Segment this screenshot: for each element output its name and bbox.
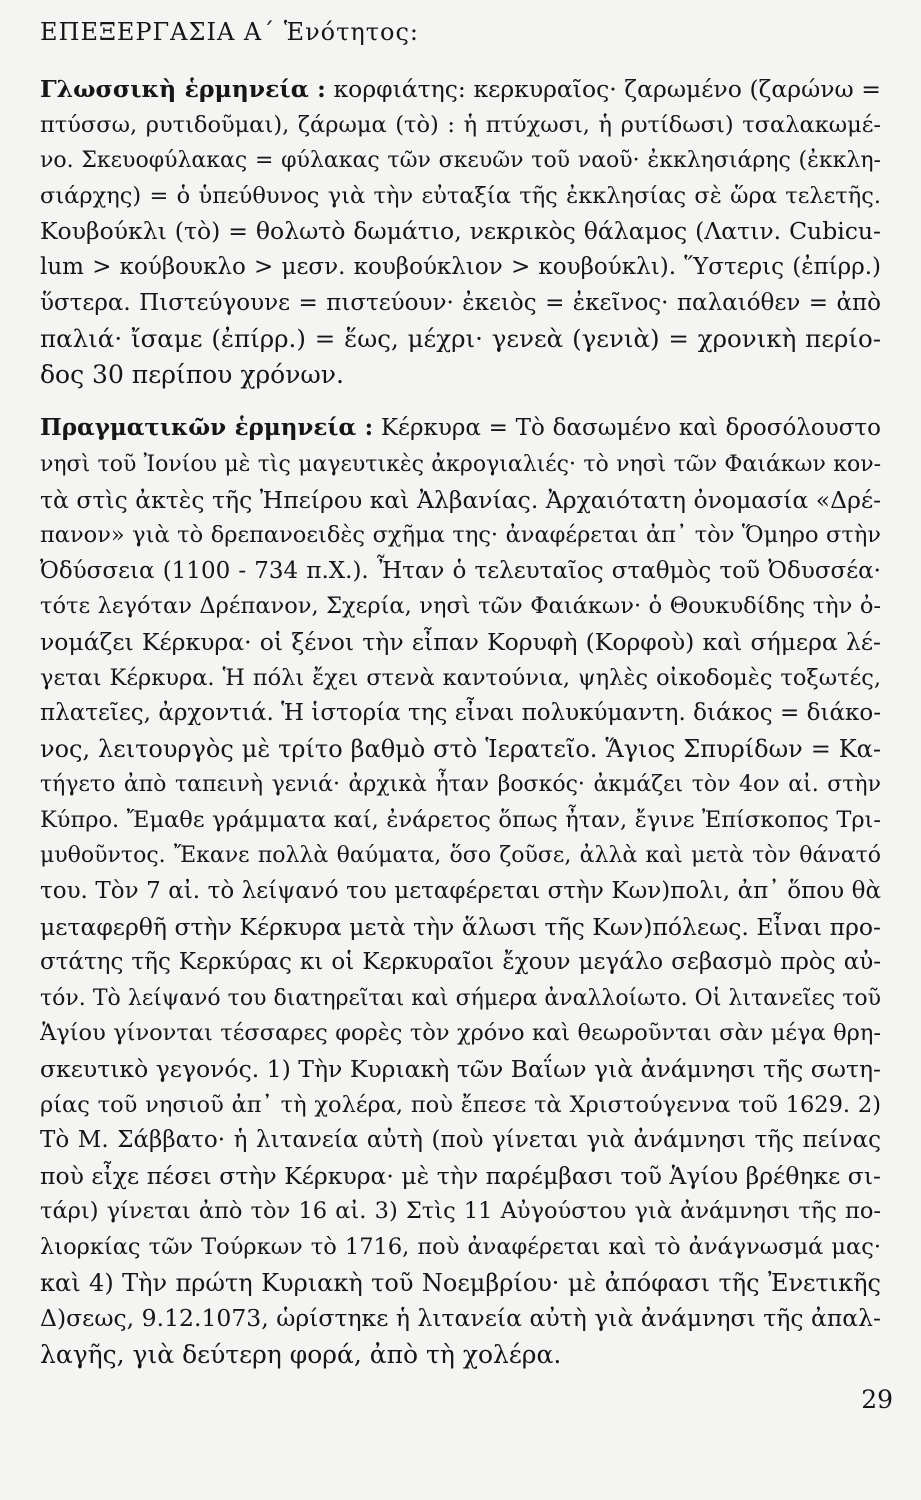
- text-line: του. Τὸν 7 αἰ. τὸ λείψανό του μεταφέρεται στὴν Κων)πολι, ἀπ᾽ ὅπου θὰ: [40, 878, 881, 905]
- text-line: [40, 410, 881, 447]
- text-line: πανον» γιὰ τὸ δρεπανοειδὲς σχῆμα της· ἀναφέρεται ἀπ᾽ τὸν Ὅμηρο στὴν: [40, 522, 881, 549]
- text-line: Τὸ Μ. Σάββατο· ἡ λιτανεία αὐτὴ (ποὺ γίνεται γιὰ ἀνάμνησι τῆς πείνας: [40, 1127, 881, 1154]
- text-line: σιάρχης) = ὁ ὑπεύθυνος γιὰ τὴν εὐταξία τῆς ἐκκλησίας σὲ ὥρα τελετῆς.: [40, 182, 881, 209]
- text-line: τήγετο ἀπὸ ταπεινὴ γενιά· ἀρχικὰ ἦταν βοσκός· ἀκμάζει τὸν 4ον αἰ. στὴν: [40, 772, 881, 798]
- linguistic-interpretation-paragraph: [40, 72, 881, 392]
- text-line: Ἁγίου γίνονται τέσσαρες φορὲς τὸν χρόνο καὶ θεωροῦνται σὰν μέγα θρη-: [40, 1020, 881, 1047]
- text-line: νομάζει Κέρκυρα· οἱ ξένοι τὴν εἶπαν Κορυφὴ (Κορφοὺ) καὶ σήμερα λέ-: [40, 627, 881, 656]
- text-line: Κουβούκλι (τὸ) = θολωτὸ δωμάτιο, νεκρικὸς θάλαμος (Λατιν. Cubicu-: [40, 217, 881, 246]
- section-header: ΕΠΕΞΕΡΓΑΣΙΑ Α΄ Ἑνότητος:: [40, 18, 420, 46]
- text-line: νο. Σκευοφύλακας = φύλακας τῶν σκευῶν τοῦ ναοῦ· ἐκκλησιάρης (ἐκκλη-: [40, 148, 881, 174]
- text-line: τόν. Τὸ λείψανό του διατηρεῖται καὶ σήμερα ἀναλλοίωτο. Οἱ λιτανεῖες τοῦ: [40, 985, 881, 1011]
- text-line: ποὺ εἶχε πέσει στὴν Κέρκυρα· μὲ τὴν παρέμβασι τοῦ Ἁγίου βρέθηκε σι-: [40, 1161, 881, 1190]
- text-line: μεταφερθῆ στὴν Κέρκυρα μετὰ τὴν ἅλωσι τῆς Κων)πόλεως. Εἶναι προ-: [40, 912, 881, 941]
- text-line-content: κορφιάτης: κερκυραῖος· ζαρωμένο (ζαρώνω =: [325, 75, 881, 103]
- factual-interpretation-paragraph: [40, 410, 881, 1372]
- text-line: [40, 72, 881, 108]
- text-line: καὶ 4) Τὴν πρώτη Κυριακὴ τοῦ Νοεμβρίου· μὲ ἀπόφασι τῆς Ἐνετικῆς: [40, 1268, 881, 1297]
- text-line: τὰ στὶς ἀκτὲς τῆς Ἠπείρου καὶ Ἀλβανίας. Ἀρχαιότατη ὀνομασία «Δρέ-: [40, 485, 881, 514]
- text-line: Κύπρο. Ἔμαθε γράμματα καί, ἐνάρετος ὅπως ἦταν, ἔγινε Ἐπίσκοπος Τρι-: [40, 806, 881, 833]
- text-line-content: Κέρκυρα = Τὸ δασωμένο καὶ δροσόλουστο: [373, 415, 881, 442]
- text-line: πτύσσω, ρυτιδοῦμαι), ζάρωμα (τὸ) : ἡ πτύχωσι, ἡ ρυτίδωσι) τσαλακωμέ-: [40, 111, 881, 138]
- text-line: γεται Κέρκυρα. Ἡ πόλι ἔχει στενὰ καντούνια, ψηλὲς οἰκοδομὲς τοξωτές,: [40, 664, 881, 691]
- text-line: δος 30 περίπου χρόνων.: [40, 359, 344, 389]
- paragraph-heading: Γλωσσικὴ ἑρμηνεία :: [40, 75, 326, 103]
- page-number: 29: [861, 1385, 893, 1414]
- text-line: ὕστερα. Πιστεύγουνε = πιστεύουν· ἐκειὸς = ἐκεῖνος· παλαιόθεν = ἀπὸ: [40, 289, 881, 316]
- text-line: Δ)σεως, 9.12.1073, ὡρίστηκε ἡ λιτανεία αὐτὴ γιὰ ἀνάμνησι τῆς ἀπαλ-: [40, 1304, 881, 1333]
- text-line: νος, λειτουργὸς μὲ τρίτο βαθμὸ στὸ Ἱερατεῖο. Ἅγιος Σπυρίδων = Κα-: [40, 734, 881, 763]
- text-line: ρίας τοῦ νησιοῦ ἀπ᾽ τὴ χολέρα, ποὺ ἔπεσε τὰ Χριστούγεννα τοῦ 1629. 2): [40, 1091, 881, 1118]
- text-line: μυθοῦντος. Ἔκανε πολλὰ θαύματα, ὅσο ζοῦσε, ἀλλὰ καὶ μετὰ τὸν θάνατό: [40, 843, 881, 869]
- text-line: lum > κούβουκλο > μεσν. κουβούκλιον > κουβούκλι). Ὕστερις (ἐπίρρ.): [40, 253, 881, 280]
- text-line: στάτης τῆς Κερκύρας κι οἱ Κερκυραῖοι ἔχουν μεγάλο σεβασμὸ πρὸς αὐ-: [40, 949, 881, 976]
- text-line: σκευτικὸ γεγονός. 1) Τὴν Κυριακὴ τῶν Βαΐων γιὰ ἀνάμνησι τῆς σωτη-: [40, 1055, 881, 1084]
- text-line: τότε λεγόταν Δρέπανον, Σχερία, νησὶ τῶν Φαιάκων· ὁ Θουκυδίδης τὴν ὀ-: [40, 593, 881, 620]
- text-line: τάρι) γίνεται ἀπὸ τὸν 16 αἰ. 3) Στὶς 11 Αὐγούστου γιὰ ἀνάμνησι τῆς πο-: [40, 1198, 881, 1225]
- text-line: λαγῆς, γιὰ δεύτερη φορά, ἀπὸ τὴ χολέρα.: [40, 1339, 562, 1369]
- text-line: Ὀδύσσεια (1100 - 734 π.Χ.). Ἦταν ὁ τελευταῖος σταθμὸς τοῦ Ὀδυσσέα·: [40, 557, 881, 584]
- paragraph-heading: Πραγματικῶν ἑρμηνεία :: [40, 414, 374, 442]
- text-line: παλιά· ἴσαμε (ἐπίρρ.) = ἕως, μέχρι· γενεὰ (γενιὰ) = χρονικὴ περίο-: [40, 324, 881, 354]
- text-line: πλατεῖες, ἀρχοντιά. Ἡ ἱστορία της εἶναι πολυκύμαντη. διάκος = διάκο-: [40, 700, 881, 727]
- text-line: νησὶ τοῦ Ἰονίου μὲ τὶς μαγευτικὲς ἀκρογιαλιές· τὸ νησὶ τῶν Φαιάκων κον-: [40, 451, 881, 477]
- text-line: λιορκίας τῶν Τούρκων τὸ 1716, ποὺ ἀναφέρεται καὶ τὸ ἀνάγνωσμά μας·: [40, 1234, 881, 1260]
